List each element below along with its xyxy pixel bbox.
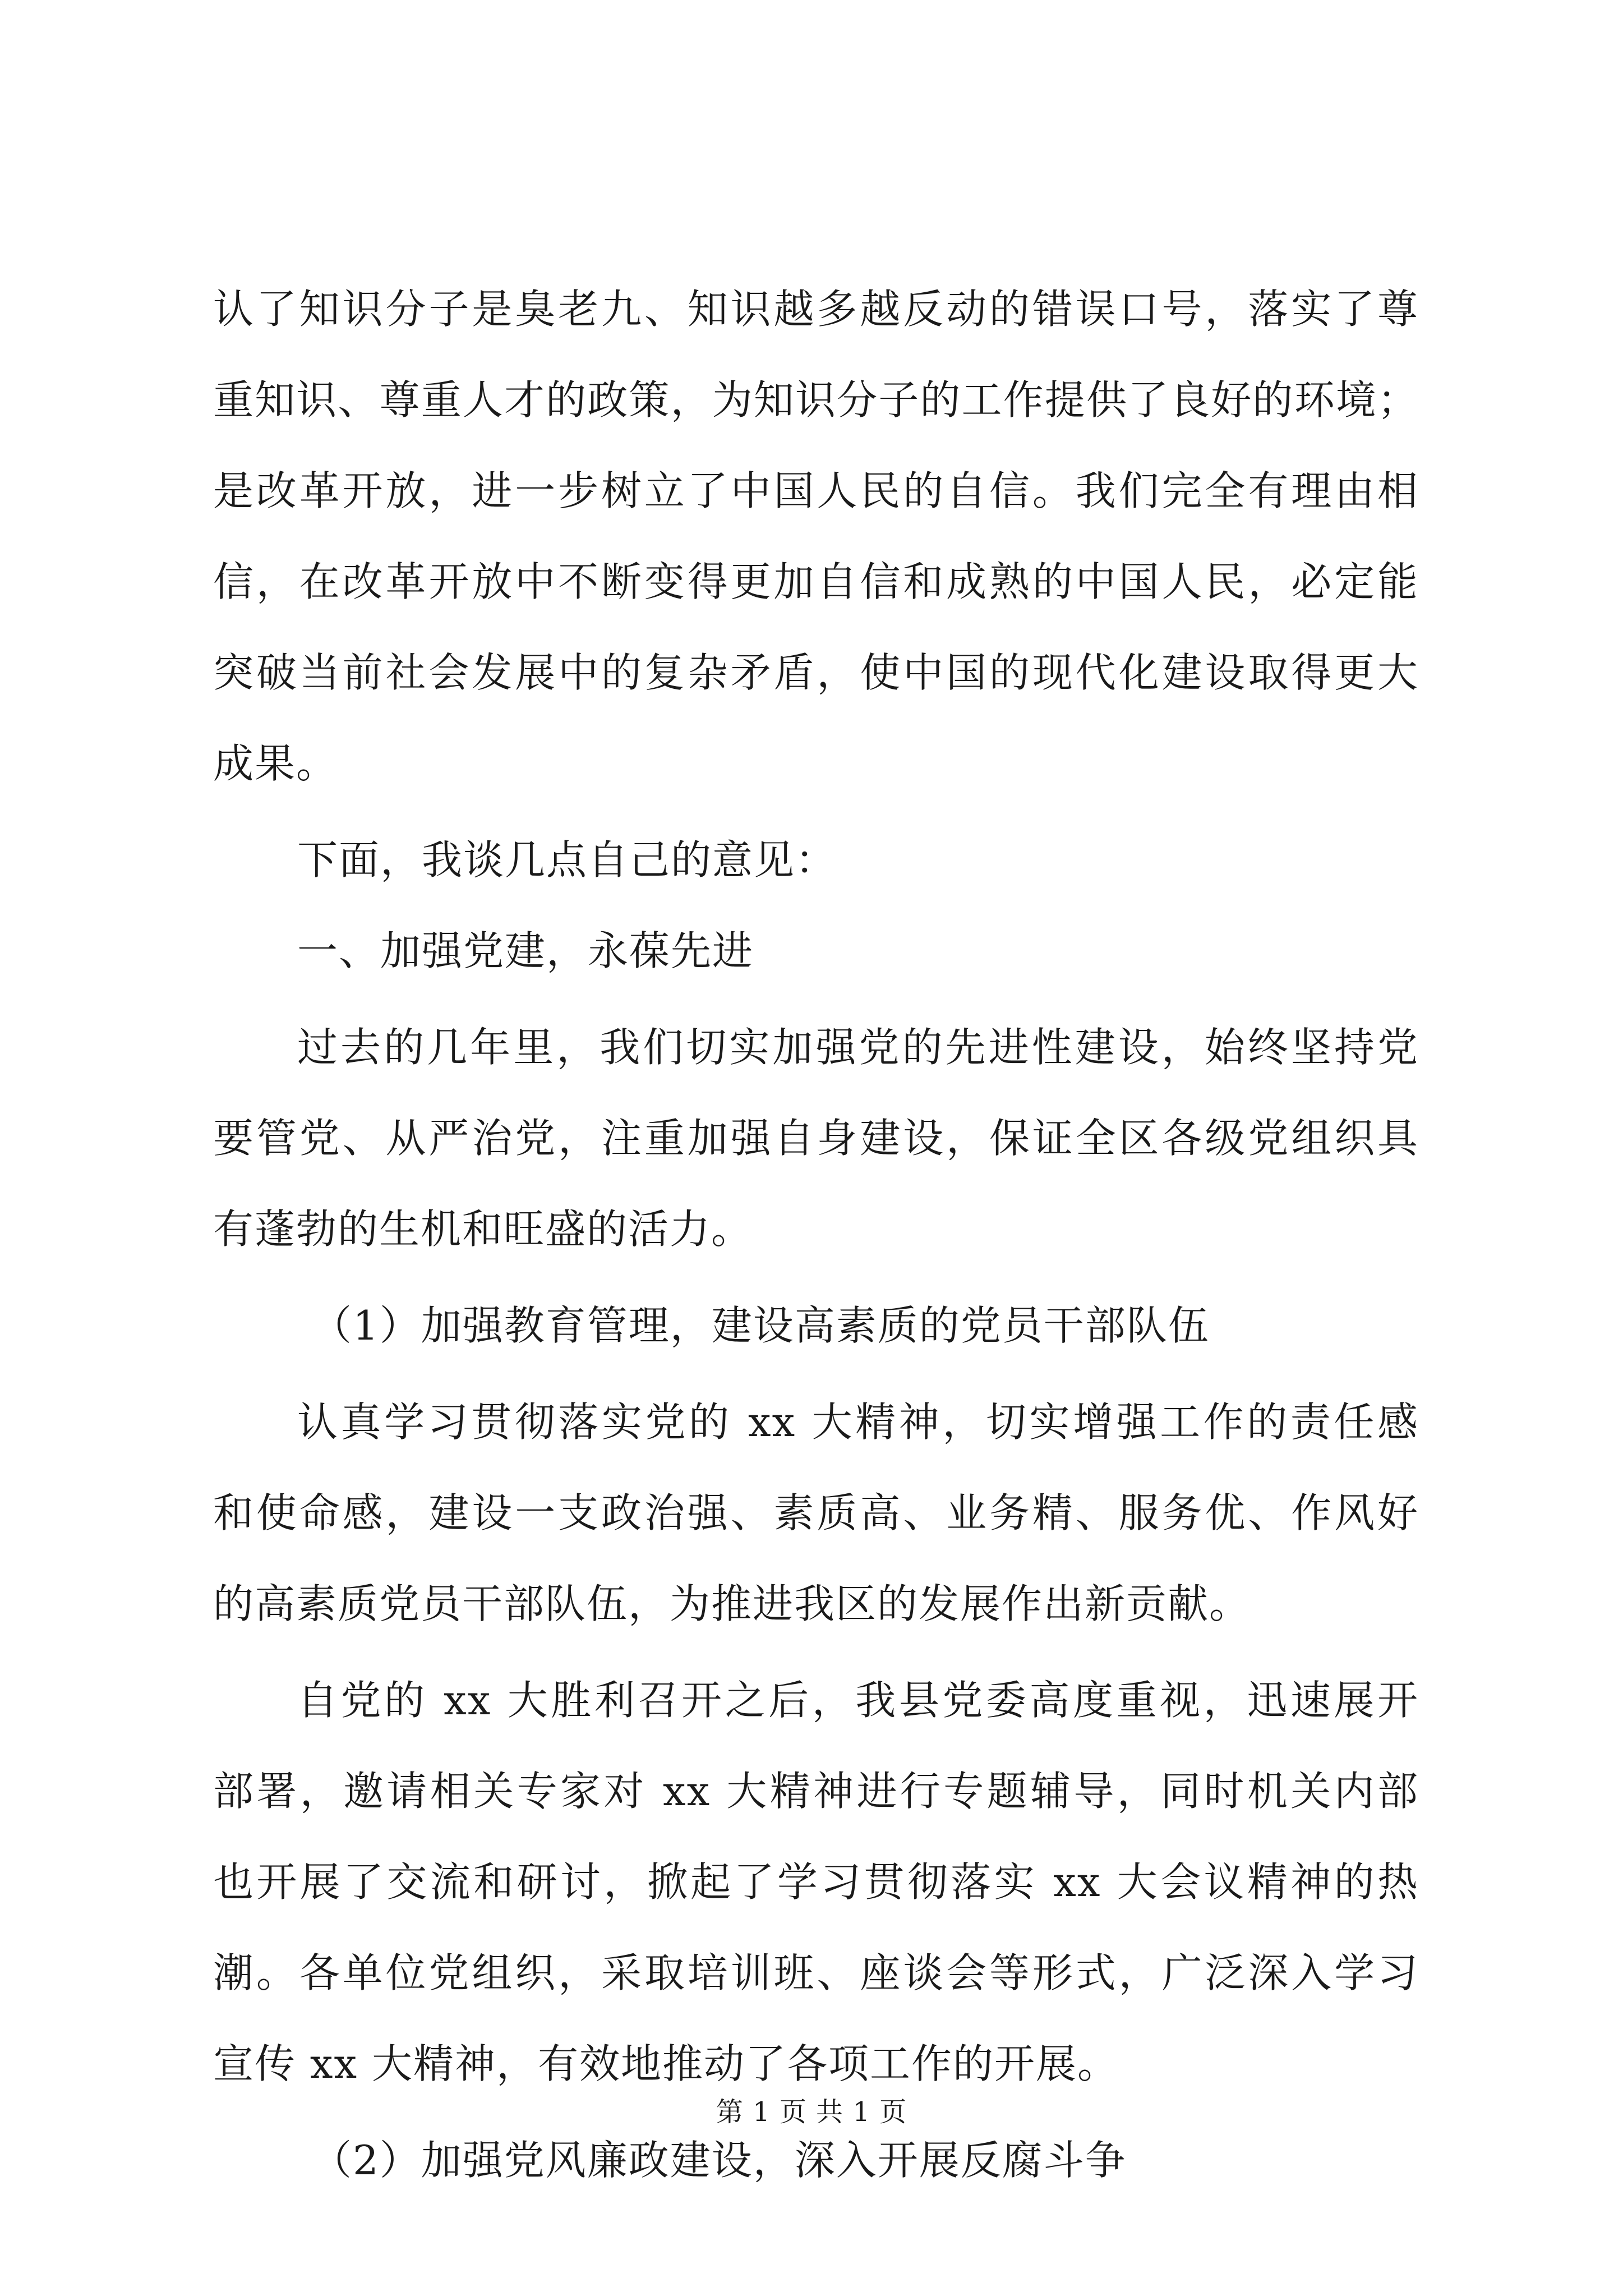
- section-heading: 一、加强党建，永葆先进: [297, 927, 754, 974]
- paragraph-line: 有蓬勃的生机和旺盛的活力。: [213, 1205, 753, 1253]
- paragraph-line: 要管党、从严治党，注重加强自身建设，保证全区各级党组织具: [213, 1115, 1419, 1162]
- paragraph-line: 潮。各单位党组织，采取培训班、座谈会等形式，广泛深入学习: [213, 1949, 1419, 1996]
- paragraph-line: 信，在改革开放中不断变得更加自信和成熟的中国人民，必定能: [213, 558, 1419, 605]
- paragraph-line: 过去的几年里，我们切实加强党的先进性建设，始终坚持党: [297, 1024, 1419, 1071]
- paragraph-line: 是改革开放，进一步树立了中国人民的自信。我们完全有理由相: [213, 467, 1419, 514]
- subsection-heading: （1）加强教育管理，建设高素质的党员干部队伍: [311, 1302, 1210, 1349]
- paragraph-line: 宣传 xx 大精神，有效地推动了各项工作的开展。: [213, 2040, 1119, 2087]
- subsection-heading: （2）加强党风廉政建设，深入开展反腐斗争: [311, 2137, 1127, 2184]
- paragraph-line: 认了知识分子是臭老九、知识越多越反动的错误口号，落实了尊: [213, 286, 1419, 333]
- paragraph-line: 的高素质党员干部队伍，为推进我区的发展作出新贡献。: [213, 1580, 1251, 1627]
- paragraph-line: 成果。: [213, 740, 338, 787]
- paragraph-line: 自党的 xx 大胜利召开之后，我县党委高度重视，迅速展开: [297, 1677, 1419, 1724]
- page-footer: 第 1 页 共 1 页: [716, 2096, 907, 2128]
- paragraph-line: 和使命感，建设一支政治强、素质高、业务精、服务优、作风好: [213, 1489, 1419, 1536]
- paragraph-line: 下面，我谈几点自己的意见：: [297, 836, 837, 884]
- document-body: [213, 264, 1419, 2206]
- paragraph-line: 也开展了交流和研讨，掀起了学习贯彻落实 xx 大会议精神的热: [213, 1858, 1419, 1906]
- paragraph-line: 突破当前社会发展中的复杂矛盾，使中国的现代化建设取得更大: [213, 649, 1419, 696]
- paragraph-line: 部署，邀请相关专家对 xx 大精神进行专题辅导，同时机关内部: [213, 1768, 1419, 1815]
- paragraph-line: 认真学习贯彻落实党的 xx 大精神，切实增强工作的责任感: [297, 1398, 1419, 1446]
- paragraph-line: 重知识、尊重人才的政策，为知识分子的工作提供了良好的环境；: [213, 376, 1419, 424]
